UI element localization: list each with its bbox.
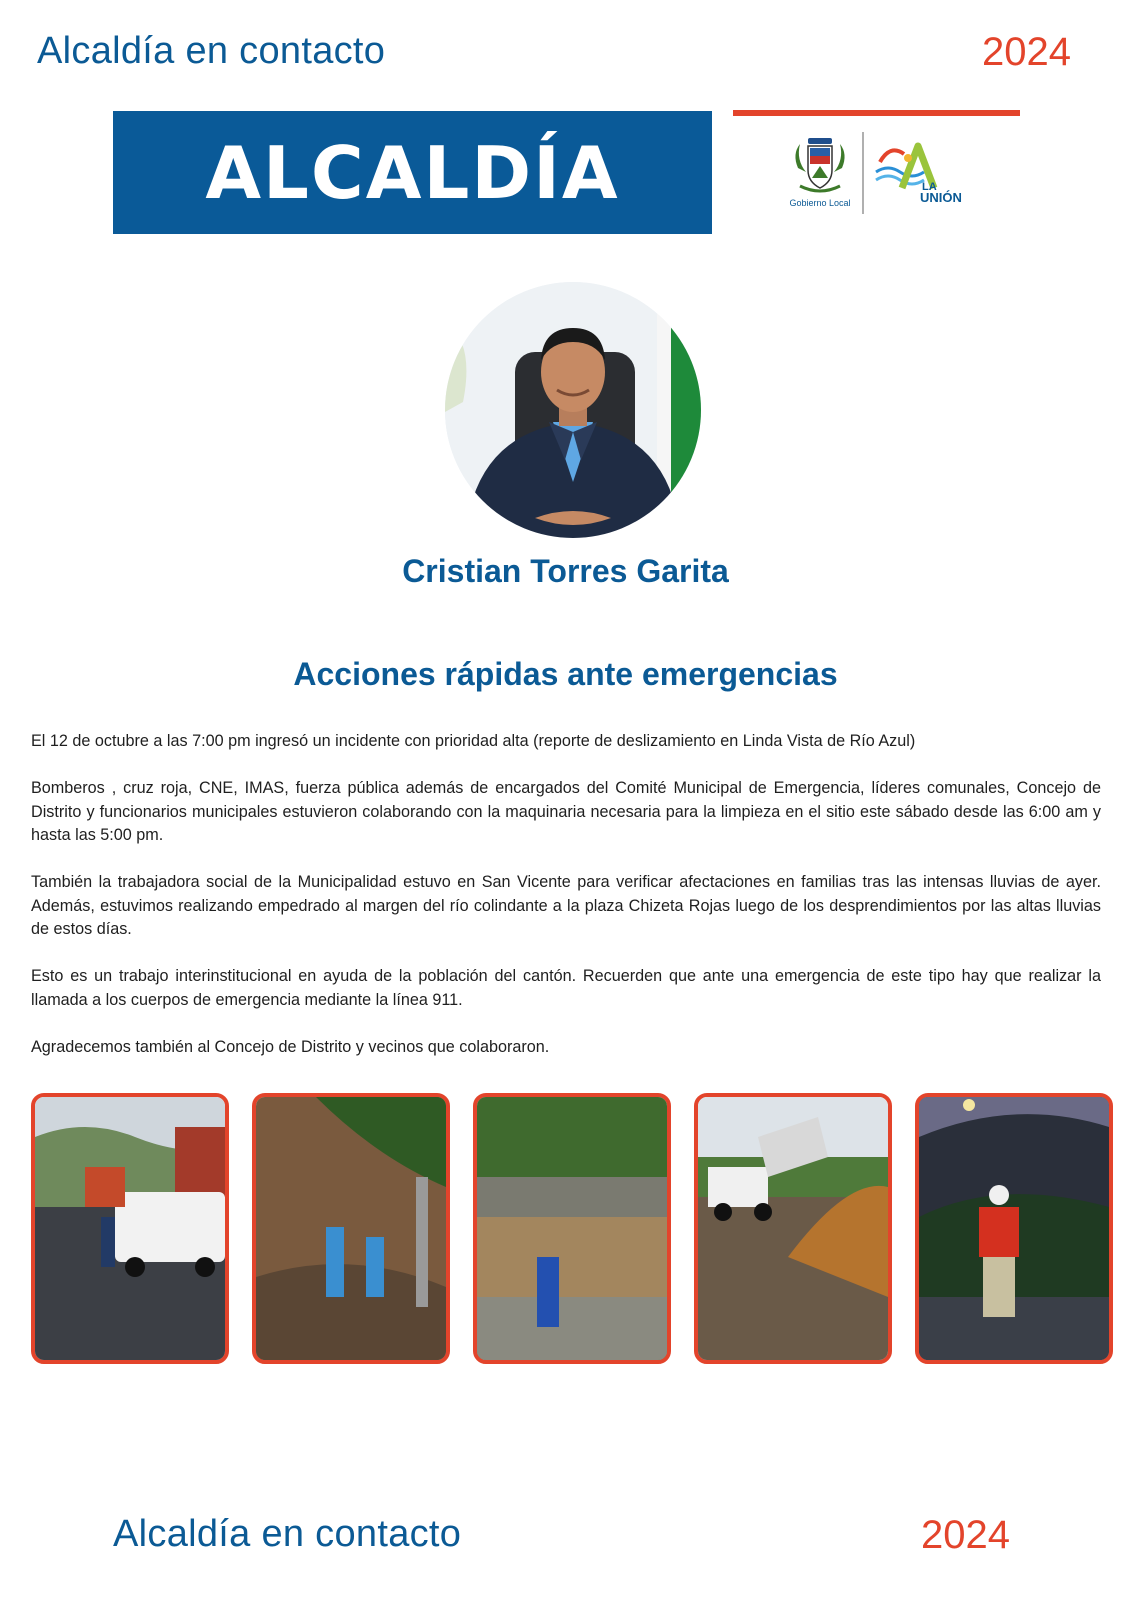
portrait-illustration <box>445 282 701 538</box>
paragraph-1: El 12 de octubre a las 7:00 pm ingresó un incidente con prioridad alta (reporte de deslizamiento en Linda Vista de Río Azul) <box>31 732 916 750</box>
paragraph-3: También la trabajadora social de la Municipalidad estuvo en San Vicente para verificar afectaciones en familias tras las intensas lluvias de ayer. Además, estuvimos realizando empedrado al margen del río colindante a la plaza Chizeta Rojas luego de los desprendimientos por las altas lluvias de estos días. <box>31 873 1101 938</box>
logos <box>780 130 990 220</box>
mayor-portrait <box>445 282 701 538</box>
footer-title: Alcaldía en contacto <box>113 1513 462 1555</box>
coat-of-arms-icon <box>790 134 850 200</box>
logo-separator <box>862 132 864 214</box>
paragraph-2: Bomberos , cruz roja, CNE, IMAS, fuerza pública además de encargados del Comité Municipal de Emergencia, líderes comunales, Concejo de Distrito y funcionarios municipales estuvieron colaborando con la maquinaria necesaria para la limpieza en el sitio este sábado desde las 6:00 am y hasta las 5:00 pm. <box>31 779 1101 844</box>
la-union-logo <box>872 138 982 208</box>
paragraph-4: Esto es un trabajo interinstitucional en ayuda de la población del cantón. Recuerden que ante una emergencia de este tipo hay que realizar la llamada a los cuerpos de emergencia mediante la línea 911. <box>31 967 1101 1009</box>
mayor-name: Cristian Torres Garita <box>402 553 729 589</box>
alcaldia-banner <box>113 111 712 234</box>
paragraph-5: Agradecemos también al Concejo de Distrito y vecinos que colaboraron. <box>31 1037 550 1056</box>
article-title: Acciones rápidas ante emergencias <box>293 656 838 692</box>
footer-year: 2024 <box>921 1513 1010 1557</box>
logo-text-union: UNIÓN <box>920 190 962 205</box>
photo-street-pickup <box>31 1093 229 1364</box>
article-body <box>31 730 1101 1083</box>
header-year: 2024 <box>982 30 1071 74</box>
photo-dump-truck <box>694 1093 892 1364</box>
photo-gallery <box>31 1093 1101 1365</box>
logo-text-la: LA <box>922 181 937 193</box>
photo-night-rescuer <box>915 1093 1113 1364</box>
accent-divider <box>733 110 1020 116</box>
gobierno-local-caption: Gobierno Local <box>789 198 851 208</box>
banner-title: ALCALDÍA <box>205 130 620 215</box>
header-title: Alcaldía en contacto <box>37 30 386 72</box>
photo-landslide-workers <box>252 1093 450 1364</box>
photo-river-stonework <box>473 1093 671 1364</box>
